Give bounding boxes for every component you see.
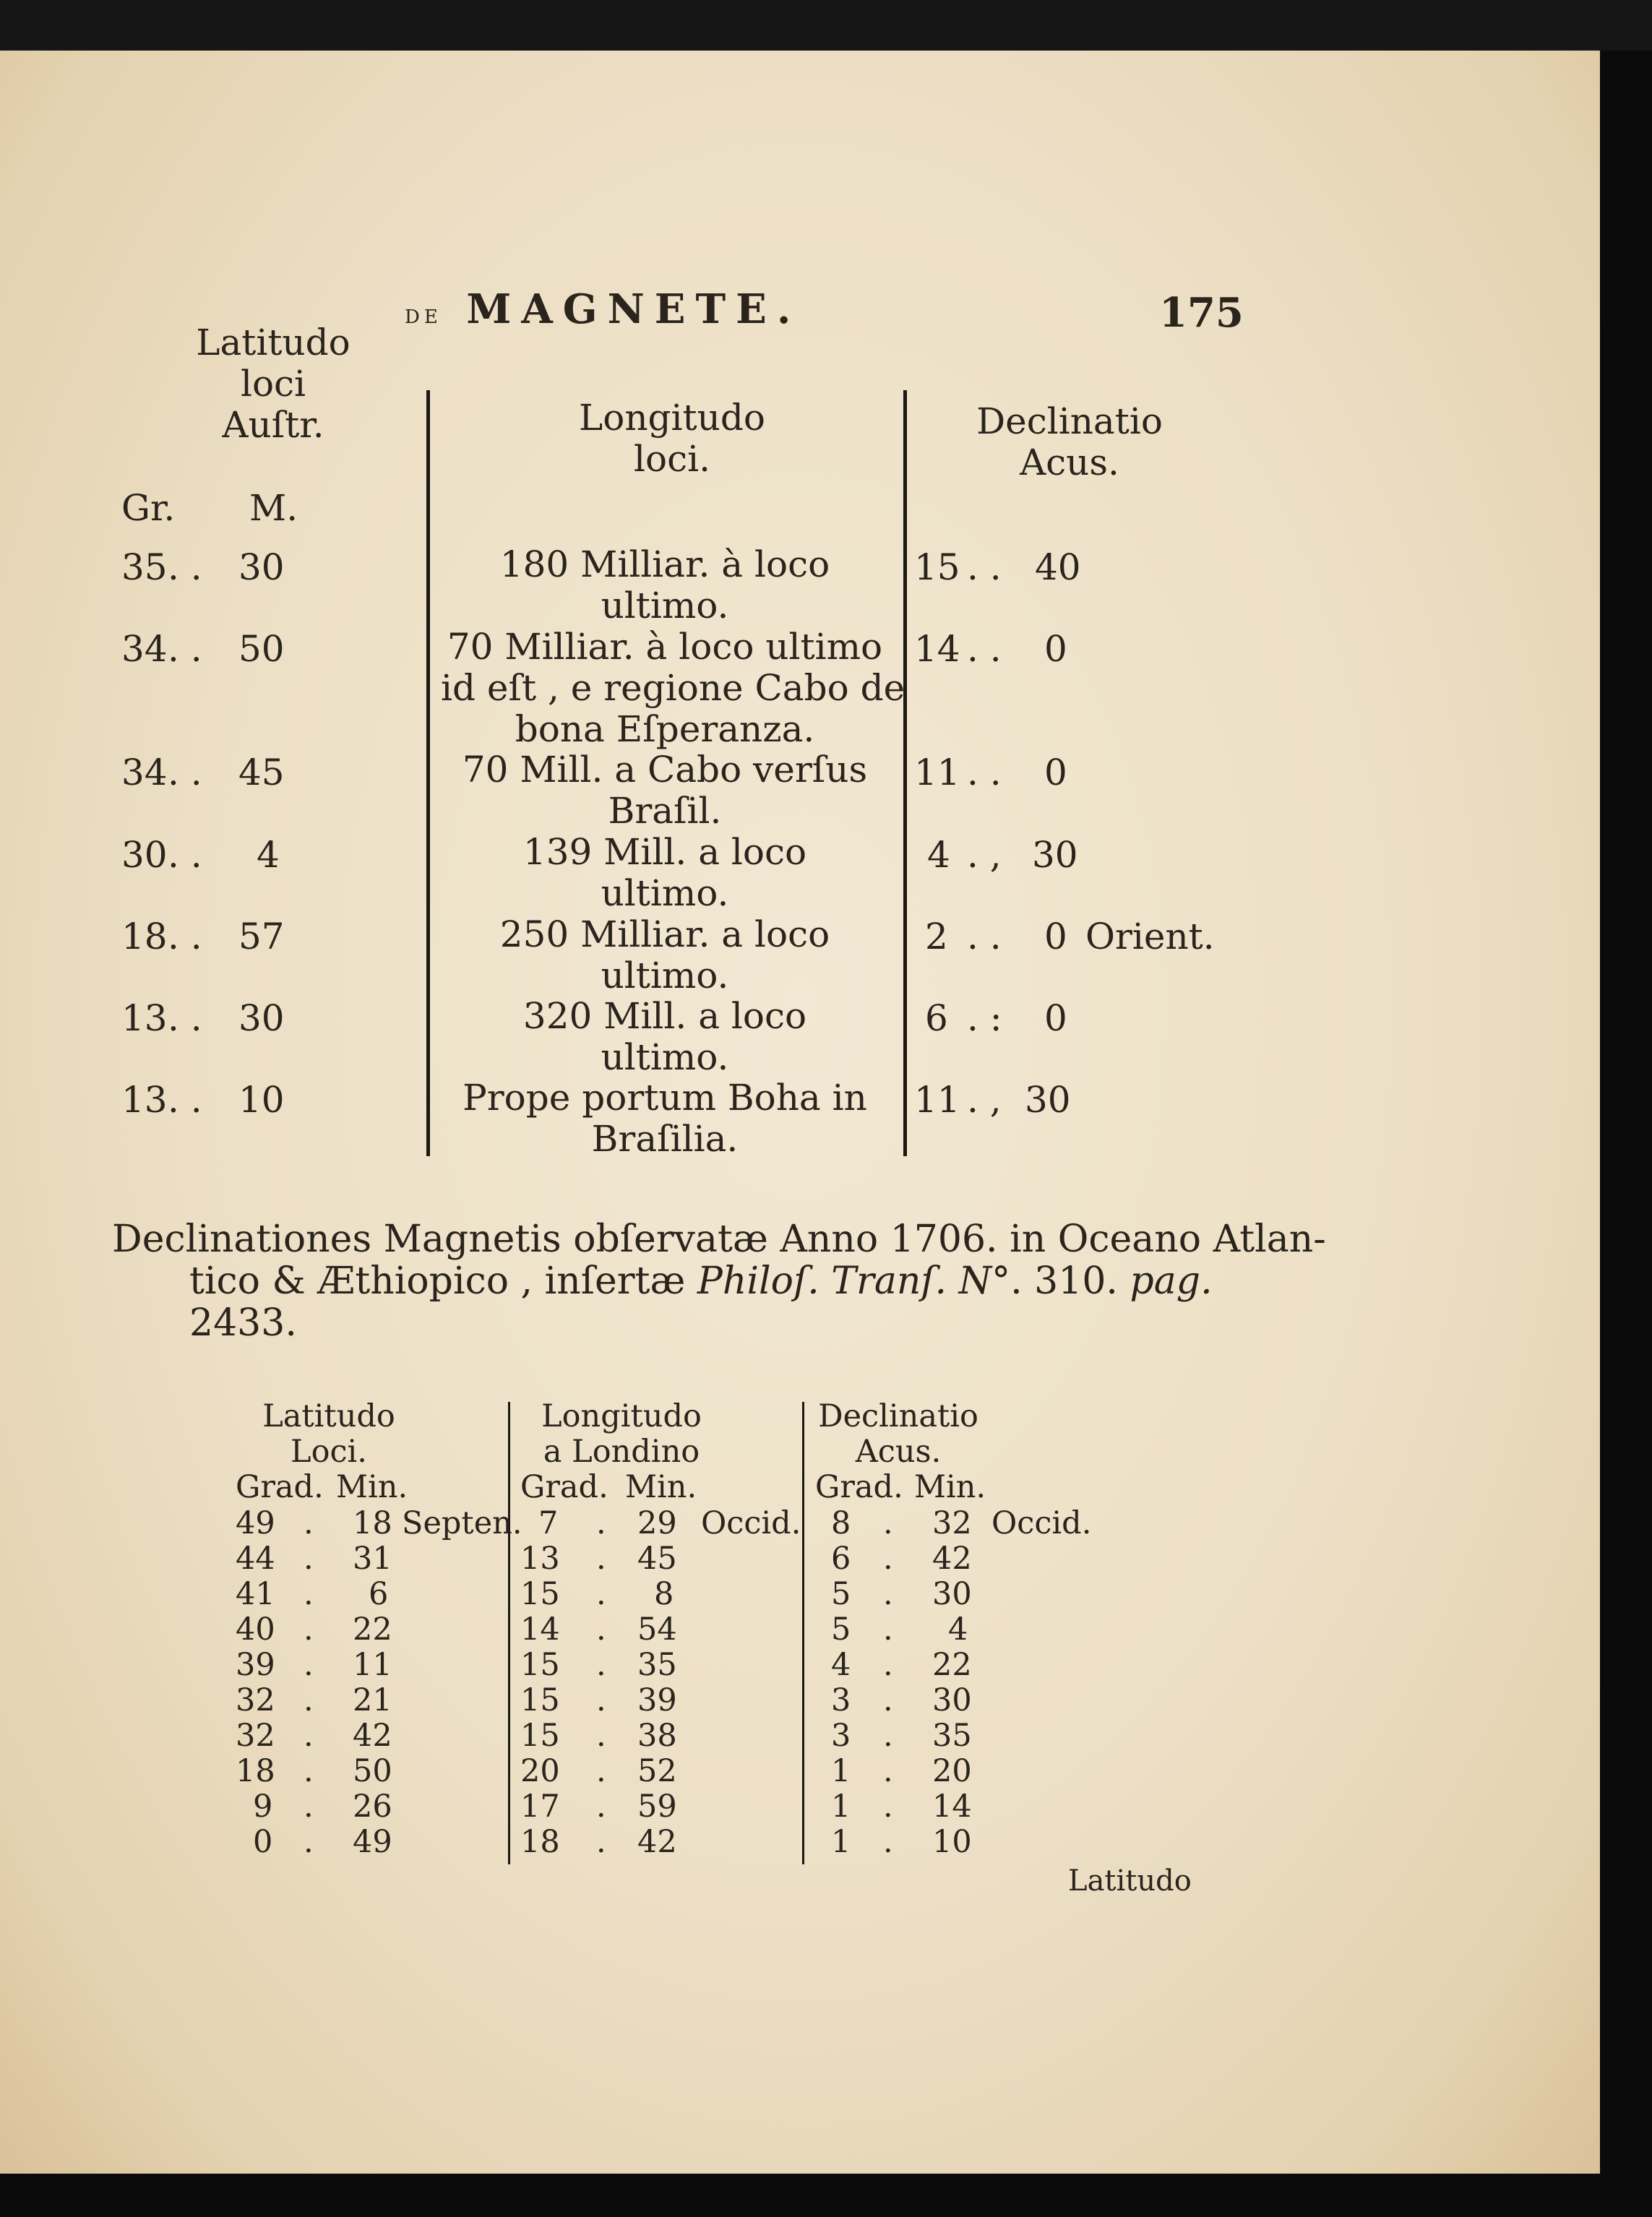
t1-longitude-line: id eſt , e regione Cabo de <box>441 667 905 709</box>
t2-lon-min: 39 <box>637 1682 677 1718</box>
t2-lat-grad: 32 <box>236 1718 275 1754</box>
t1-lat-deg: 35 <box>121 546 168 588</box>
t1-lat-min: 30 <box>238 997 285 1039</box>
t2-dot: . <box>304 1753 314 1789</box>
t2-dec-min: 30 <box>932 1682 972 1718</box>
t1-longitude-cell <box>441 996 889 1078</box>
t2-lat-grad: 40 <box>236 1611 275 1648</box>
t2-dec-min: 35 <box>932 1718 972 1754</box>
t2-lon-min: 8 <box>654 1576 674 1612</box>
t2-dec-min: 4 <box>948 1611 968 1648</box>
paragraph-text: tico & Æthiopico , inſertæ <box>189 1260 697 1303</box>
t1-longitude-line: 180 Milliar. à loco <box>499 543 830 585</box>
t1-lat-min: 10 <box>238 1079 285 1121</box>
scan-right-border <box>1600 51 1652 2217</box>
t2-lon-note: Occid. <box>701 1505 801 1541</box>
t2-dot: . <box>304 1788 314 1825</box>
t2-dot: . <box>304 1576 314 1612</box>
t1-dots: . . <box>168 1079 202 1121</box>
t1-longitude-cell <box>441 914 889 996</box>
t2-dot: . <box>304 1824 314 1860</box>
t2-lon-grad: 7 <box>538 1505 559 1541</box>
t2-dec-grad: 3 <box>831 1682 851 1718</box>
t2-lat-grad: 39 <box>236 1647 275 1683</box>
t2-lon-min: 45 <box>637 1541 677 1577</box>
t2-lat-min: 42 <box>353 1718 392 1754</box>
t1-dots: . . <box>967 628 1002 670</box>
t2-header-line: Longitudo <box>541 1398 702 1434</box>
t1-header-latitude-line: Auſtr. <box>222 404 324 446</box>
t1-lat-min: 30 <box>238 546 285 588</box>
t1-dec-deg: 6 <box>925 997 948 1039</box>
t1-dots: . , <box>967 1079 1002 1121</box>
t2-dec-grad: 4 <box>831 1647 851 1683</box>
t1-header-deg: Gr. <box>121 487 176 529</box>
t2-dot: . <box>883 1505 893 1541</box>
t1-header-latitude <box>194 322 353 446</box>
t2-header-line: Latitudo <box>262 1398 395 1434</box>
t1-lat-deg: 18 <box>121 916 168 957</box>
t1-dots: . : <box>967 997 1002 1039</box>
t2-dec-grad: 8 <box>831 1505 851 1541</box>
t1-note-orient: Orient. <box>1085 916 1215 957</box>
t1-dec-deg: 4 <box>927 834 950 876</box>
t1-dots: . . <box>967 752 1002 793</box>
t2-dec-min: 10 <box>932 1824 972 1860</box>
t2-dot: . <box>304 1647 314 1683</box>
t2-lat-grad: 9 <box>253 1788 273 1825</box>
t1-longitude-line: 70 Milliar. à loco ultimo <box>447 626 883 668</box>
t2-header-latitude <box>238 1399 419 1470</box>
t2-dot: . <box>883 1647 893 1683</box>
t1-dec-min: 0 <box>1044 752 1067 793</box>
t1-longitude-cell <box>441 544 889 627</box>
t2-dot: . <box>596 1505 606 1541</box>
t2-lon-grad: 14 <box>520 1611 560 1648</box>
t1-dec-deg: 2 <box>925 916 948 957</box>
t2-lat-min: 26 <box>353 1788 392 1825</box>
t1-longitude-line: ultimo. <box>601 955 729 996</box>
t1-header-longitude <box>538 397 806 480</box>
t2-dot: . <box>883 1788 893 1825</box>
t2-dec-grad: 1 <box>831 1788 851 1825</box>
t2-lon-min: 59 <box>637 1788 677 1825</box>
t1-dec-deg: 14 <box>914 628 960 670</box>
t1-dec-min: 30 <box>1025 1079 1071 1121</box>
t1-rule-left <box>426 390 430 1156</box>
t1-dec-min: 0 <box>1044 997 1067 1039</box>
t2-lon-grad: 18 <box>520 1824 560 1860</box>
t2-header-dec-min: Min. <box>914 1469 986 1505</box>
t1-longitude-line: 70 Mill. a Cabo verſus <box>462 749 868 791</box>
t2-dot: . <box>883 1718 893 1754</box>
t2-dot: . <box>304 1611 314 1648</box>
t2-dot: . <box>883 1824 893 1860</box>
t2-lat-grad: 44 <box>236 1541 275 1577</box>
t2-header-lat-min: Min. <box>336 1469 408 1505</box>
t1-lat-deg: 13 <box>121 997 168 1039</box>
t1-dots: . . <box>967 546 1002 588</box>
t2-lat-min: 11 <box>353 1647 392 1683</box>
t2-dec-note: Occid. <box>991 1505 1092 1541</box>
t1-longitude-line: Braſilia. <box>591 1118 739 1160</box>
t1-dots: . , <box>967 834 1002 876</box>
scan-top-border <box>0 0 1652 52</box>
paragraph-text: °. 310. <box>991 1260 1130 1303</box>
t2-dec-grad: 1 <box>831 1824 851 1860</box>
t2-lat-min: 22 <box>353 1611 392 1648</box>
t2-lon-grad: 15 <box>520 1576 560 1612</box>
t1-lat-min: 50 <box>238 628 285 670</box>
t2-dec-grad: 1 <box>831 1753 851 1789</box>
t2-dot: . <box>596 1718 606 1754</box>
t2-lat-min: 6 <box>369 1576 389 1612</box>
t1-dec-min: 30 <box>1032 834 1078 876</box>
t1-dec-deg: 15 <box>914 546 960 588</box>
t2-lat-min: 50 <box>353 1753 392 1789</box>
t2-lat-grad: 32 <box>236 1682 275 1718</box>
t2-dot: . <box>596 1788 606 1825</box>
t1-dots: . . <box>168 916 202 957</box>
t2-lon-min: 38 <box>637 1718 677 1754</box>
t1-longitude-line: 320 Mill. a loco <box>522 995 807 1037</box>
t2-dot: . <box>596 1611 606 1648</box>
t1-dec-min: 0 <box>1044 628 1067 670</box>
t1-rule-right <box>903 390 907 1156</box>
t1-lat-min: 4 <box>257 834 280 876</box>
t1-longitude-cell <box>441 626 905 750</box>
page-number: 175 <box>1159 289 1244 337</box>
t2-lon-min: 54 <box>637 1611 677 1648</box>
running-head <box>405 285 801 333</box>
t1-longitude-cell <box>441 832 889 914</box>
t2-dot: . <box>304 1541 314 1577</box>
t1-header-declination-line: Acus. <box>1020 442 1119 483</box>
t2-dot: . <box>883 1682 893 1718</box>
t2-lon-min: 52 <box>637 1753 677 1789</box>
t2-lon-grad: 15 <box>520 1718 560 1754</box>
scan-bottom-border <box>0 2174 1600 2217</box>
t1-header-min: M. <box>249 487 298 529</box>
running-head-title: MAGNETE. <box>466 285 801 333</box>
t2-dec-min: 32 <box>932 1505 972 1541</box>
t1-longitude-cell <box>441 1077 889 1160</box>
t1-longitude-line: bona Eſperanza. <box>515 708 815 750</box>
t2-lat-note: Septen. <box>402 1505 522 1541</box>
t2-dot: . <box>596 1576 606 1612</box>
t1-lat-deg: 13 <box>121 1079 168 1121</box>
t1-lat-deg: 30 <box>121 834 168 876</box>
t1-dots: . . <box>168 997 202 1039</box>
t1-longitude-line: 250 Milliar. a loco <box>499 913 830 955</box>
t2-dec-min: 42 <box>932 1541 972 1577</box>
t2-dot: . <box>883 1611 893 1648</box>
t2-dec-min: 20 <box>932 1753 972 1789</box>
paragraph-citation: pag. <box>1130 1260 1213 1303</box>
t2-rule-left <box>508 1402 510 1864</box>
t1-lat-deg: 34 <box>121 628 168 670</box>
t1-longitude-cell <box>441 749 889 832</box>
t1-longitude-line: ultimo. <box>601 1036 729 1078</box>
t2-dot: . <box>883 1576 893 1612</box>
t2-dec-grad: 6 <box>831 1541 851 1577</box>
paragraph-citation: Philoſ. Tranſ. N <box>697 1260 992 1303</box>
t2-lon-min: 42 <box>637 1824 677 1860</box>
t1-dots: . . <box>168 752 202 793</box>
t2-dot: . <box>883 1541 893 1577</box>
t2-lat-grad: 41 <box>236 1576 275 1612</box>
t2-header-declination <box>808 1399 989 1470</box>
t1-dec-min: 40 <box>1035 546 1081 588</box>
t2-header-line: a Londino <box>543 1434 700 1470</box>
t2-lat-grad: 18 <box>236 1753 275 1789</box>
t2-rule-right <box>802 1402 804 1864</box>
t1-lat-deg: 34 <box>121 752 168 793</box>
t2-dot: . <box>304 1682 314 1718</box>
running-head-prefix: DE <box>405 306 442 328</box>
t1-dec-deg: 11 <box>914 1079 960 1121</box>
t2-dec-min: 30 <box>932 1576 972 1612</box>
t1-header-longitude-line: Longitudo <box>579 397 765 439</box>
t2-lon-grad: 17 <box>520 1788 560 1825</box>
t2-lat-min: 49 <box>353 1824 392 1860</box>
t1-dots: . . <box>168 834 202 876</box>
t1-header-declination <box>954 401 1185 483</box>
t1-dec-deg: 11 <box>914 752 960 793</box>
t2-dot: . <box>883 1753 893 1789</box>
book-page <box>0 51 1600 2174</box>
t2-lat-grad: 49 <box>236 1505 275 1541</box>
t2-lon-min: 29 <box>637 1505 677 1541</box>
t2-header-lon-min: Min. <box>625 1469 697 1505</box>
paragraph-line: Declinationes Magnetis obſervatæ Anno 1706. in Oceano Atlan- <box>112 1218 1326 1261</box>
t2-lon-grad: 13 <box>520 1541 560 1577</box>
t2-dot: . <box>596 1682 606 1718</box>
t2-dot: . <box>596 1541 606 1577</box>
t2-lon-min: 35 <box>637 1647 677 1683</box>
t2-lat-min: 18 <box>353 1505 392 1541</box>
t2-dec-grad: 5 <box>831 1611 851 1648</box>
t2-dot: . <box>596 1824 606 1860</box>
t2-header-line: Loci. <box>291 1434 367 1470</box>
t2-dot: . <box>304 1718 314 1754</box>
t2-lat-min: 21 <box>353 1682 392 1718</box>
t2-dec-grad: 5 <box>831 1576 851 1612</box>
t2-header-dec-grad: Grad. <box>815 1469 903 1505</box>
t2-header-lon-grad: Grad. <box>520 1469 608 1505</box>
t1-longitude-line: Braſil. <box>608 790 722 832</box>
t2-dec-grad: 3 <box>831 1718 851 1754</box>
t2-dec-min: 22 <box>932 1647 972 1683</box>
t2-lon-grad: 15 <box>520 1682 560 1718</box>
t2-dot: . <box>304 1505 314 1541</box>
t1-dots: . . <box>168 546 202 588</box>
t2-lon-grad: 20 <box>520 1753 560 1789</box>
t1-lat-min: 45 <box>238 752 285 793</box>
t1-dec-min: 0 <box>1044 916 1067 957</box>
paragraph-line: 2433. <box>189 1301 297 1345</box>
t1-longitude-line: ultimo. <box>601 872 729 914</box>
t1-header-latitude-line: loci <box>240 363 306 405</box>
paragraph-line <box>189 1260 1213 1303</box>
t1-dots: . . <box>168 628 202 670</box>
catchword: Latitudo <box>1068 1864 1192 1898</box>
t1-header-latitude-line: Latitudo <box>196 322 350 363</box>
t2-header-lat-grad: Grad. <box>236 1469 324 1505</box>
t1-longitude-line: Prope portum Boha in <box>463 1077 867 1119</box>
t1-dots: . . <box>967 916 1002 957</box>
t1-lat-min: 57 <box>238 916 285 957</box>
t2-dec-min: 14 <box>932 1788 972 1825</box>
t2-header-line: Acus. <box>855 1434 942 1470</box>
t2-header-line: Declinatio <box>818 1398 978 1434</box>
t2-lat-grad: 0 <box>253 1824 273 1860</box>
t2-dot: . <box>596 1647 606 1683</box>
t1-header-declination-line: Declinatio <box>976 400 1163 442</box>
t1-longitude-line: 139 Mill. a loco <box>522 831 807 873</box>
t2-dot: . <box>596 1753 606 1789</box>
t1-header-longitude-line: loci. <box>634 438 710 480</box>
t2-lat-min: 31 <box>353 1541 392 1577</box>
t1-longitude-line: ultimo. <box>601 585 729 627</box>
t2-lon-grad: 15 <box>520 1647 560 1683</box>
t2-header-longitude <box>520 1399 723 1470</box>
